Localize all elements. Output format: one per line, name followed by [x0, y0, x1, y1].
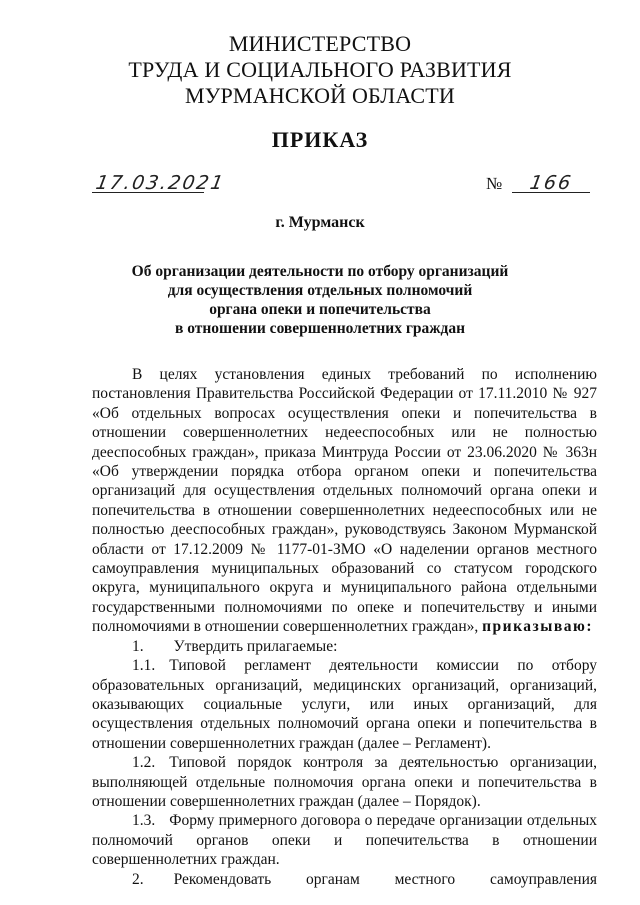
subject-line-4: в отношении совершеннолетних граждан [174, 320, 466, 337]
item-1-2-number: 1.2. [132, 754, 156, 772]
ministry-name-line-3: МУРМАНСКОЙ ОБЛАСТИ [184, 83, 456, 108]
date-field [92, 168, 227, 194]
city-line: г. Мурманск [275, 214, 365, 231]
handwritten-date: 17.03.2021 [94, 172, 227, 194]
number-field [512, 168, 590, 193]
item-1 [92, 637, 597, 656]
item-1-number: 1. [132, 637, 144, 655]
document-type-title: ПРИКАЗ [271, 127, 369, 152]
item-1-2-text: Типовой порядок контроля за деятельностью организации, выполняющей отдельные полномочия органа опеки и попечительства в отношении совершеннолетних граждан (далее – Порядок). [92, 754, 597, 810]
item-1-2 [92, 753, 597, 811]
ministry-name-line-2: ТРУДА И СОЦИАЛЬНОГО РАЗВИТИЯ [128, 57, 512, 82]
handwritten-number: 166 [528, 172, 575, 194]
item-2-number: 2. [132, 870, 144, 888]
item-1-3 [92, 811, 597, 869]
item-1-text: Утвердить прилагаемые: [173, 637, 338, 655]
item-2-text: Рекомендовать органам местного самоуправления [173, 870, 597, 888]
order-subject [0, 262, 640, 338]
item-1-1-text: Типовой регламент деятельности комиссии по отбору образовательных организаций, медицинских организаций, организаций, оказывающих социальные услуги, или иных организаций, для осуществления отдельных полномочий органа опеки и попечительства в отношении совершеннолетних граждан (далее – Регламент). [92, 657, 597, 752]
number-sign: № [486, 174, 503, 193]
subject-line-2: для осуществления отдельных полномочий [167, 282, 473, 299]
subject-line-3: органа опеки и попечительства [209, 301, 431, 318]
order-body [92, 365, 597, 889]
subject-line-1: Об организации деятельности по отбору организаций [131, 263, 509, 280]
item-1-1 [92, 656, 597, 753]
item-1-1-number: 1.1. [132, 657, 156, 675]
item-1-3-text: Форму примерного договора о передаче организации отдельных полномочий органов опеки и попечительства в отношении совершеннолетних граждан. [92, 812, 597, 869]
item-1-3-number: 1.3. [132, 812, 156, 830]
preamble-paragraph [92, 365, 597, 637]
ministry-name-line-1: МИНИСТЕРСТВО [228, 31, 412, 56]
preamble-text: В целях установления единых требований по исполнению постановления Правительства Российской Федерации от 17.11.2010 № 927 «Об отдельных вопросах осуществления опеки и попечительства в отношении совершеннолетних недееспособных или не полностью дееспособных граждан», приказа Минтруда России от 23.06.2020 № 363н «Об утверждении порядка отбора органом опеки и попечительства организаций для осуществления отдельных полномочий органа опеки и попечительства в отношении совершеннолетних недееспособных или не полностью дееспособных граждан», руководствуясь Законом Мурманской области от 17.12.2009 № 1177-01-ЗМО «О наделении органов местного самоуправления муниципальных образований со статусом городского округа, муниципального округа и муниципального района отдельными государственными полномочиями по опеке и попечительству и иными полномочиями в отношении совершеннолетних граждан», [92, 366, 597, 636]
order-keyword: приказываю: [482, 618, 594, 636]
item-2 [92, 870, 597, 889]
